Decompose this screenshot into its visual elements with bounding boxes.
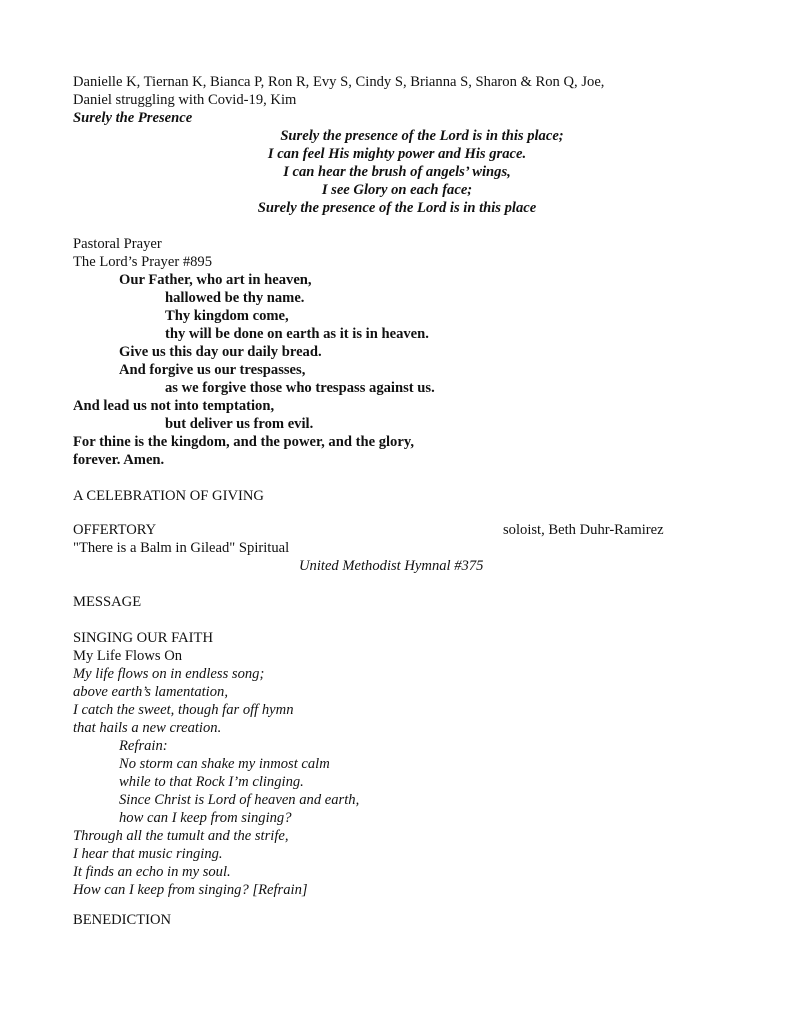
lords-prayer-title: The Lord’s Prayer #895 bbox=[73, 254, 213, 270]
surely-line-5: Surely the presence of the Lord is in this place bbox=[257, 200, 537, 216]
offertory-heading: OFFERTORY bbox=[73, 522, 157, 538]
hymn-title: My Life Flows On bbox=[73, 648, 183, 664]
lords-prayer-line-11: forever. Amen. bbox=[73, 452, 165, 468]
surely-line-3: I can hear the brush of angels’ wings, bbox=[283, 164, 511, 180]
lords-prayer-line-9: but deliver us from evil. bbox=[165, 416, 314, 432]
refrain-line-3: Since Christ is Lord of heaven and earth, bbox=[119, 792, 360, 808]
verse2-line-1: Through all the tumult and the strife, bbox=[73, 828, 289, 844]
verse2-line-2: I hear that music ringing. bbox=[73, 846, 223, 862]
surely-line-1: Surely the presence of the Lord is in this place; bbox=[280, 128, 564, 144]
lords-prayer-line-2: hallowed be thy name. bbox=[165, 290, 305, 306]
refrain-label: Refrain: bbox=[119, 738, 168, 754]
lords-prayer-line-7: as we forgive those who trespass against us. bbox=[165, 380, 435, 396]
surely-line-2: I can feel His mighty power and His grace. bbox=[267, 146, 527, 162]
prayer-list-line-2: Daniel struggling with Covid-19, Kim bbox=[73, 92, 297, 108]
lords-prayer-line-5: Give us this day our daily bread. bbox=[119, 344, 322, 360]
lords-prayer-line-1: Our Father, who art in heaven, bbox=[119, 272, 312, 288]
benediction-heading: BENEDICTION bbox=[73, 912, 172, 928]
offertory-hymnal: United Methodist Hymnal #375 bbox=[299, 558, 484, 574]
verse1-line-3: I catch the sweet, though far off hymn bbox=[73, 702, 294, 718]
singing-heading: SINGING OUR FAITH bbox=[73, 630, 213, 646]
verse1-line-4: that hails a new creation. bbox=[73, 720, 222, 736]
giving-heading: A CELEBRATION OF GIVING bbox=[73, 488, 264, 504]
verse2-line-3: It finds an echo in my soul. bbox=[73, 864, 231, 880]
pastoral-prayer-heading: Pastoral Prayer bbox=[73, 236, 162, 252]
verse1-line-1: My life flows on in endless song; bbox=[73, 666, 265, 682]
refrain-line-4: how can I keep from singing? bbox=[119, 810, 292, 826]
refrain-line-1: No storm can shake my inmost calm bbox=[119, 756, 330, 772]
prayer-list-line-1: Danielle K, Tiernan K, Bianca P, Ron R, Evy S, Cindy S, Brianna S, Sharon & Ron Q, Joe, bbox=[73, 74, 605, 90]
offertory-song: "There is a Balm in Gilead" Spiritual bbox=[73, 540, 290, 556]
surely-line-4: I see Glory on each face; bbox=[321, 182, 473, 198]
lords-prayer-line-10: For thine is the kingdom, and the power, and the glory, bbox=[73, 434, 414, 450]
lords-prayer-line-8: And lead us not into temptation, bbox=[73, 398, 275, 414]
message-heading: MESSAGE bbox=[73, 594, 142, 610]
lords-prayer-line-4: thy will be done on earth as it is in heaven. bbox=[165, 326, 429, 342]
lords-prayer-line-6: And forgive us our trespasses, bbox=[119, 362, 306, 378]
surely-title: Surely the Presence bbox=[73, 110, 193, 126]
lords-prayer-line-3: Thy kingdom come, bbox=[165, 308, 289, 324]
verse2-line-4: How can I keep from singing? [Refrain] bbox=[73, 882, 308, 898]
refrain-line-2: while to that Rock I’m clinging. bbox=[119, 774, 304, 790]
verse1-line-2: above earth’s lamentation, bbox=[73, 684, 228, 700]
offertory-soloist: soloist, Beth Duhr-Ramirez bbox=[503, 522, 664, 538]
